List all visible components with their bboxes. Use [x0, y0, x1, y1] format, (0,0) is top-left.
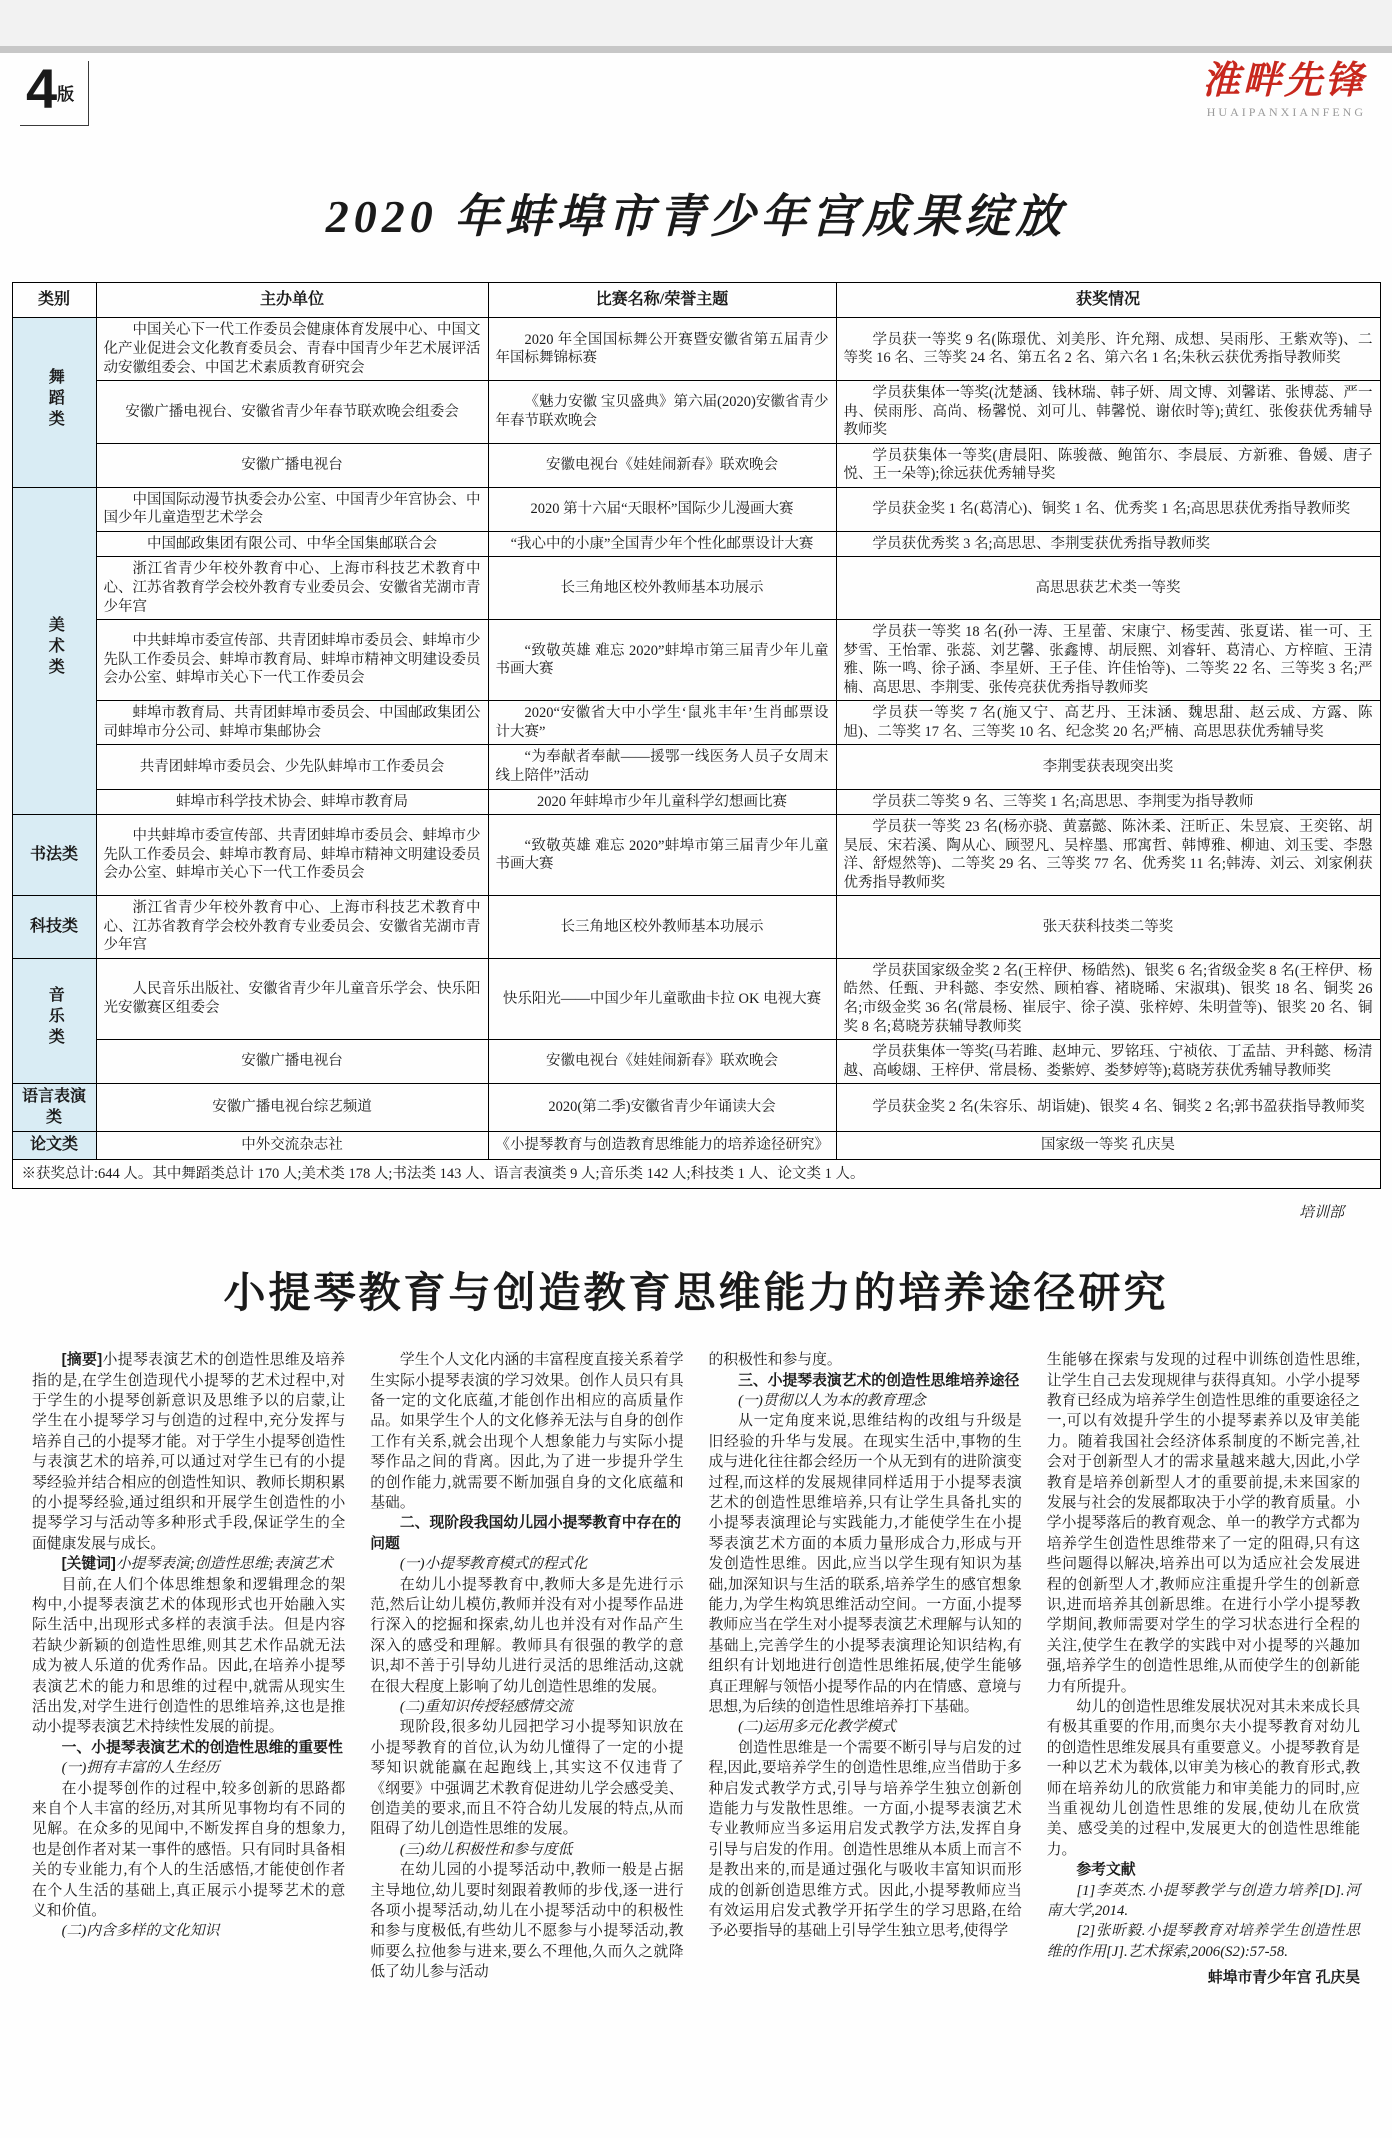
- competition-cell: 2020 年全国国标舞公开赛暨安徽省第五届青少年国标舞锦标赛: [488, 318, 836, 381]
- category-cell: [12, 958, 96, 1083]
- table-row: [12, 443, 1380, 487]
- essay-block-para: [32, 1575, 345, 1738]
- competition-cell: 2020“安徽省大中小学生‘鼠兆丰年’生肖邮票设计大赛”: [488, 701, 836, 745]
- essay-block-keywords: [32, 1554, 345, 1574]
- category-label: 音乐类: [46, 986, 64, 1050]
- table-row: [12, 318, 1380, 381]
- essay-block-para: [370, 1350, 683, 1513]
- essay-block-para: [709, 1411, 1022, 1717]
- essay-block-sub: [709, 1391, 1022, 1411]
- category-cell: [12, 1084, 96, 1132]
- paragraph-text: 参考文献: [1076, 1862, 1136, 1879]
- competition-cell: 安徽电视台《娃娃闹新春》联欢晚会: [488, 1040, 836, 1084]
- awards-cell: 学员获优秀奖 3 名;高思思、李荆雯获优秀指导教师奖: [836, 531, 1380, 557]
- essay-block-para: [32, 1779, 345, 1922]
- col-header-awards: 获奖情况: [836, 283, 1380, 318]
- category-label: 美术类: [46, 616, 64, 680]
- essay-block-sub: [370, 1697, 683, 1717]
- paragraph-text: 学生个人文化内涵的丰富程度直接关系着学生实际小提琴表演的学习效果。创作人员只有具备一定的文化底蕴,才能创作出相应的高质量作品。如果学生个人的文化修养无法与自身的创作工作有关系,就会出现个人想象能力与实际小提琴作品之间的背离。因此,为了进一步提升学生的创作能力,就需要不断加强自身的文化底蕴和基础。: [370, 1352, 684, 1511]
- newspaper-page: [0, 46, 1392, 2138]
- essay-title: 小提琴教育与创造教育思维能力的培养途径研究: [223, 1271, 1169, 1318]
- essay-column: [1047, 1350, 1360, 1989]
- byline-department: 培训部: [1298, 1205, 1344, 1222]
- essay-block-abstract: [32, 1350, 345, 1554]
- paragraph-text: (二)重知识传授轻感情交流: [399, 1699, 573, 1716]
- category-cell: [12, 487, 96, 814]
- paragraph-text: 蚌埠市青少年宫 孔庆昊: [1207, 1970, 1360, 1987]
- table-row: [12, 381, 1380, 444]
- paragraph-text: (三)幼儿积极性和参与度低: [399, 1841, 573, 1858]
- paragraph-lead: [关键词]: [61, 1556, 116, 1573]
- essay-block-signature: [1047, 1968, 1360, 1988]
- table-row: [12, 1132, 1380, 1159]
- paragraph-text: 现阶段,很多幼儿园把学习小提琴知识放在小提琴教育的首位,认为幼儿懂得了一定的小提琴知识就能赢在起跑线上,其实这不仅违背了《纲要》中强调艺术教育促进幼儿学会感受美、创造美的要求,而且不符合幼儿发展的特点,从而阻碍了幼儿创造性思维的发展。: [370, 1719, 684, 1838]
- paragraph-text: 的积极性和参与度。: [708, 1352, 842, 1369]
- organizer-cell: 安徽广播电视台综艺频道: [96, 1084, 488, 1132]
- page-title: 2020 年蚌埠市青少年宫成果绽放: [325, 191, 1067, 242]
- awards-cell: 学员获一等奖 7 名(施又宁、高艺丹、王沫涵、魏思甜、赵云成、方露、陈旭)、二等奖 17 名、三等奖 10 名、纪念奖 20 名;严楠、高思思获优秀辅导奖: [836, 701, 1380, 745]
- page-number: 4: [26, 57, 58, 120]
- table-row: [12, 1040, 1380, 1084]
- essay-block-para-cont: [1047, 1350, 1360, 1697]
- table-row: [12, 487, 1380, 531]
- category-cell: [12, 318, 96, 487]
- awards-cell: 学员获国家级金奖 2 名(王梓伊、杨皓然)、银奖 6 名;省级金奖 8 名(王梓伊、杨皓然、任甄、尹科懿、李安然、顾柏睿、褚晓晞、宋淑琪)、银奖 18 名、铜奖 26 名;市级金奖 36 名(常晨杨、崔辰宇、徐子漠、张梓婷、朱明萱等)、银奖 20 名、铜奖 8 名;葛晓芳获辅导教师奖: [836, 958, 1380, 1039]
- essay-block-h: [32, 1738, 345, 1758]
- awards-cell: 李荆雯获表现突出奖: [836, 745, 1380, 789]
- organizer-cell: 浙江省青少年校外教育中心、上海市科技艺术教育中心、江苏省教育学会校外教育专业委员会、安徽省芜湖市青少年宫: [96, 896, 488, 959]
- table-row: [12, 815, 1380, 896]
- table-header-row: [12, 283, 1380, 318]
- brand: 淮畔先锋: [1201, 60, 1366, 102]
- paragraph-text: 创造性思维是一个需要不断引导与启发的过程,因此,要培养学生的创造性思维,应当借助于多种启发式教学方式,引导与培养学生独立创新创造能力与发散性思维。一方面,小提琴表演艺术专业教师应当多运用启发式教学方法,发挥自身引导与启发的作用。创造性思维从本质上而言不是教出来的,而是通过强化与吸收丰富知识而形成的创新创造思维方式。因此,小提琴教师应当有效运用启发式教学开拓学生的学习思路,在给予必要指导的基础上引导学生独立思考,使得学: [708, 1739, 1022, 1940]
- competition-cell: “致敬英雄 难忘 2020”蚌埠市第三届青少年儿童书画大赛: [488, 815, 836, 896]
- competition-cell: “为奉献者奉献——援鄂一线医务人员子女周末线上陪伴”活动: [488, 745, 836, 789]
- table-row: [12, 557, 1380, 620]
- awards-cell: 学员获二等奖 9 名、三等奖 1 名;高思思、李荆雯为指导教师: [836, 789, 1380, 815]
- awards-cell: 学员获集体一等奖(马若雎、赵坤元、罗铭珏、宁祯依、丁孟喆、尹科懿、杨清越、高峻翃、王梓伊、常晨杨、娄紫婷、娄梦婷等);葛晓芳获优秀辅导教师奖: [836, 1040, 1380, 1084]
- paragraph-text: [2]张昕毅.小提琴教育对培养学生创造性思维的作用[J].艺术探索,2006(S2):57-58.: [1046, 1923, 1360, 1960]
- table-row: [12, 789, 1380, 815]
- table-row: [12, 745, 1380, 789]
- competition-cell: “我心中的小康”全国青少年个性化邮票设计大赛: [488, 531, 836, 557]
- paragraph-text: 在幼儿园的小提琴活动中,教师一般是占据主导地位,幼儿要时刻跟着教师的步伐,逐一进行各项小提琴活动,幼儿在小提琴活动中的积极性和参与度极低,有些幼儿不愿参与小提琴活动,教师要么拉他参与进来,要么不理他,久而久之就降低了幼儿参与活动: [370, 1862, 684, 1981]
- table-row: [12, 896, 1380, 959]
- col-header-category: 类别: [12, 283, 96, 318]
- essay-block-h: [370, 1513, 683, 1554]
- col-header-organizer: 主办单位: [96, 283, 488, 318]
- paragraph-text: 小提琴表演;创造性思维;表演艺术: [115, 1556, 333, 1573]
- competition-cell: “致敬英雄 难忘 2020”蚌埠市第三届青少年儿童书画大赛: [488, 620, 836, 701]
- essay-columns: [0, 1350, 1392, 2019]
- essay-block-para: [370, 1860, 683, 1982]
- organizer-cell: 人民音乐出版社、安徽省青少年儿童音乐学会、快乐阳光安徽赛区组委会: [96, 958, 488, 1039]
- paragraph-text: (一)贯彻以人为本的教育理念: [738, 1392, 926, 1409]
- organizer-cell: 中外交流杂志社: [96, 1132, 488, 1159]
- paragraph-text: (一)小提琴教育模式的程式化: [399, 1556, 588, 1573]
- essay-block-para-cont: [709, 1350, 1022, 1370]
- essay-block-h: [709, 1371, 1022, 1391]
- paragraph-text: 二、现阶段我国幼儿园小提琴教育中存在的问题: [370, 1515, 681, 1552]
- awards-cell: 学员获金奖 2 名(朱容乐、胡诣婕)、银奖 4 名、铜奖 2 名;郭书盈获指导教师奖: [836, 1084, 1380, 1132]
- paragraph-text: 一、小提琴表演艺术的创造性思维的重要性: [61, 1739, 343, 1756]
- essay-block-para: [370, 1717, 683, 1839]
- top-rule: [0, 46, 1392, 53]
- essay-block-sub: [370, 1554, 683, 1574]
- competition-cell: 2020(第二季)安徽省青少年诵读大会: [488, 1084, 836, 1132]
- awards-cell: 学员获集体一等奖(沈楚涵、钱林瑞、韩子妍、周文博、刘馨诺、张博蕊、严一冉、侯雨彤、高尚、杨馨悦、刘可儿、韩馨悦、谢依时等);黄红、张俊获优秀辅导教师奖: [836, 381, 1380, 444]
- paragraph-text: 三、小提琴表演艺术的创造性思维培养途径: [738, 1372, 1020, 1389]
- awards-cell: 张天获科技类二等奖: [836, 896, 1380, 959]
- organizer-cell: 安徽广播电视台: [96, 1040, 488, 1084]
- category-cell: [12, 896, 96, 959]
- paragraph-text: 生能够在探索与发现的过程中训练创造性思维,让学生自己去发现规律与获得真知。小学小提琴教育已经成为培养学生创造性思维的重要途径之一,可以有效提升学生的小提琴素养以及审美能力。随着我国社会经济体系制度的不断完善,社会对于创新型人才的需求量越来越大,因此,小学教育是培养创新型人才的重要前提,未来国家的发展与社会的发展都取决于小学的教育质量。小学小提琴落后的教育观念、单一的教学方式都为培养学生创造性思维带来了一定的阻碍,只有这些问题得以解决,培养出可以为适应社会发展进程的创新型人才,教师应注重提升学生的创新意识,进而培养其创新思维。在进行小学小提琴教学期间,教师需要对学生的学习状态进行全程的关注,使学生在教学的实践中对小提琴的兴趣加强,培养学生的创造性思维,从而使学生的创新能力有所提升。: [1046, 1352, 1360, 1695]
- competition-cell: 《小提琴教育与创造教育思维能力的培养途径研究》: [488, 1132, 836, 1159]
- competition-cell: 安徽电视台《娃娃闹新春》联欢晚会: [488, 443, 836, 487]
- organizer-cell: 浙江省青少年校外教育中心、上海市科技艺术教育中心、江苏省教育学会校外教育专业委员会、安徽省芜湖市青少年宫: [96, 557, 488, 620]
- page-number-box: [20, 57, 89, 126]
- essay-block-sub: [32, 1921, 345, 1941]
- organizer-cell: 安徽广播电视台、安徽省青少年春节联欢晚会组委会: [96, 381, 488, 444]
- category-cell: [12, 1132, 96, 1159]
- table-row: [12, 531, 1380, 557]
- awards-cell: 学员获集体一等奖(唐晨阳、陈骏薇、鲍笛尔、李晨辰、方新雅、鲁媛、唐子悦、王一朵等);徐远获优秀辅导奖: [836, 443, 1380, 487]
- organizer-cell: 中国关心下一代工作委员会健康体育发展中心、中国文化产业促进会文化教育委员会、青春中国青少年艺术展评活动安徽组委会、中国艺术素质教育研究会: [96, 318, 488, 381]
- awards-cell: 高思思获艺术类一等奖: [836, 557, 1380, 620]
- category-label: 科技类: [29, 917, 78, 935]
- essay-block-para: [1047, 1697, 1360, 1860]
- organizer-cell: 蚌埠市科学技术协会、蚌埠市教育局: [96, 789, 488, 815]
- awards-cell: 学员获一等奖 18 名(孙一涛、王星蕾、宋康宁、杨雯茜、张夏诺、崔一可、王梦雪、王怡霏、张蕊、刘艺馨、张鑫博、胡辰熙、刘睿轩、葛清心、方梓暄、王清雅、陈一鸣、徐子涵、李星妍、王子佳、许佳怡等)、二等奖 22 名、三等奖 3 名;严楠、高思思、李荆雯、张传亮获优秀指导教师奖: [836, 620, 1380, 701]
- category-label: 舞蹈类: [46, 367, 64, 431]
- table-row: [12, 701, 1380, 745]
- masthead: [0, 53, 1392, 126]
- table-row: [12, 1084, 1380, 1132]
- organizer-cell: 中国国际动漫节执委会办公室、中国青少年宫协会、中国少年儿童造型艺术学会: [96, 487, 488, 531]
- results-table: [12, 282, 1381, 1189]
- paragraph-text: 小提琴表演艺术的创造性思维及培养指的是,在学生创造现代小提琴的艺术过程中,对于学生的小提琴创新意识及思维予以的启蒙,让学生在小提琴学习与创造的过程中,充分发挥与培养自己的小提琴才能。对于学生小提琴创造性与表演艺术的培养,可以通过对学生已有的小提琴经验并结合相应的创造性知识、教师长期积累的小提琴经验,通过组织和开展学生创造性的小提琴学习与活动等多种形式手段,保证学生的全面健康发展与成长。: [32, 1352, 346, 1552]
- awards-cell: 国家级一等奖 孔庆昊: [836, 1132, 1380, 1159]
- organizer-cell: 蚌埠市教育局、共青团蚌埠市委员会、中国邮政集团公司蚌埠市分公司、蚌埠市集邮协会: [96, 701, 488, 745]
- organizer-cell: 安徽广播电视台: [96, 443, 488, 487]
- essay-block-ref: [1047, 1921, 1360, 1962]
- paragraph-text: (二)运用多元化教学模式: [738, 1719, 896, 1736]
- paragraph-text: 在小提琴创作的过程中,较多创新的思路都来自个人丰富的经历,对其所见事物均有不同的见解。在众多的见闻中,不断发挥自身的想象力,也是创作者对某一事件的感悟。只有同时具备相关的专业能力,有个人的生活感悟,才能使创作者在个人生活的基础上,真正展示小提琴艺术的意义和价值。: [32, 1780, 346, 1920]
- brand-block: [1202, 61, 1366, 119]
- table-row: [12, 620, 1380, 701]
- competition-cell: 《魅力安徽 宝贝盛典》第六届(2020)安徽省青少年春节联欢晚会: [488, 381, 836, 444]
- essay-block-refhead: [1047, 1860, 1360, 1880]
- brand-romanization: HUAIPANXIANFENG: [1206, 104, 1366, 119]
- paragraph-text: (二)内含多样的文化知识: [61, 1923, 220, 1940]
- table-footnote-row: [12, 1159, 1380, 1189]
- awards-cell: 学员获一等奖 23 名(杨亦骁、黄嘉懿、陈沐柔、汪昕正、朱昱宸、王奕铭、胡昊辰、宋若溪、陶从心、顾翌凡、吴梓墨、邢寓哲、韩博雅、柳迪、刘玉雯、李慇洋、舒煜然等)、二等奖 29 名、三等奖 77 名、优秀奖 11 名;韩涛、刘云、刘家俐获优秀指导教师奖: [836, 815, 1380, 896]
- essay-column: [32, 1350, 345, 1989]
- awards-cell: 学员获一等奖 9 名(陈璟优、刘美彤、许允翔、成想、吴雨彤、王紫欢等)、二等奖 16 名、三等奖 24 名、第五名 2 名、第六名 1 名;朱秋云获优秀指导教师奖: [836, 318, 1380, 381]
- essay-block-para: [709, 1738, 1022, 1942]
- paragraph-text: (一)拥有丰富的人生经历: [61, 1760, 220, 1777]
- table-row: [12, 958, 1380, 1039]
- essay-block-sub: [32, 1758, 345, 1778]
- category-label: 语言表演类: [21, 1088, 86, 1126]
- essay-block-ref: [1047, 1881, 1360, 1922]
- paragraph-text: 从一定角度来说,思维结构的改组与升级是旧经验的升华与发展。在现实生活中,事物的生成与进化往往都会经历一个从无到有的进阶演变过程,而这样的发展规律同样适用于小提琴表演艺术的创造性思维培养,只有让学生具备扎实的小提琴表演理论与实践能力,才能使学生在小提琴表演艺术方面的本质力量形成合力,形成与开发创造性思维。因此,应当以学生现有知识为基础,加深知识与生活的联系,培养学生的感官想象能力,为学生构筑思维活动空间。一方面,小提琴教师应当在学生对小提琴表演艺术理解与认知的基础上,完善学生的小提琴表演理论知识结构,有组织有计划地进行创造性思维拓展,使学生能够真正理解与领悟小提琴作品的内在情感、意境与思想,为后续的创造性思维培养打下基础。: [708, 1413, 1022, 1716]
- page-number-label: 版: [57, 85, 75, 104]
- paragraph-lead: [摘要]: [61, 1352, 103, 1369]
- essay-block-sub: [370, 1840, 683, 1860]
- competition-cell: 2020 年蚌埠市少年儿童科学幻想画比赛: [488, 789, 836, 815]
- paragraph-text: [1]李英杰.小提琴教学与创造力培养[D].河南大学,2014.: [1046, 1882, 1360, 1920]
- organizer-cell: 共青团蚌埠市委员会、少先队蚌埠市工作委员会: [96, 745, 488, 789]
- essay-column: [709, 1350, 1022, 1989]
- essay-column: [370, 1350, 683, 1989]
- paragraph-text: 幼儿的创造性思维发展状况对其未来成长具有极其重要的作用,而奥尔夫小提琴教育对幼儿的创造性思维发展具有重要意义。小提琴教育是一种以艺术为载体,以审美为核心的教育形式,教师在培养幼儿的欣赏能力和审美能力的同时,应当重视幼儿创造性思维的发展,使幼儿在欣赏美、感受美的过程中,发展更大的创造性思维能力。: [1046, 1699, 1360, 1858]
- category-cell: [12, 815, 96, 896]
- competition-cell: 长三角地区校外教师基本功展示: [488, 557, 836, 620]
- essay-block-sub: [709, 1717, 1022, 1737]
- organizer-cell: 中共蚌埠市委宣传部、共青团蚌埠市委员会、蚌埠市少先队工作委员会、蚌埠市教育局、蚌埠市精神文明建设委员会办公室、蚌埠市关心下一代工作委员会: [96, 620, 488, 701]
- organizer-cell: 中国邮政集团有限公司、中华全国集邮联合会: [96, 531, 488, 557]
- essay-block-para: [370, 1575, 683, 1697]
- competition-cell: 长三角地区校外教师基本功展示: [488, 896, 836, 959]
- awards-cell: 学员获金奖 1 名(葛清心)、铜奖 1 名、优秀奖 1 名;高思思获优秀指导教师奖: [836, 487, 1380, 531]
- table-footnote: ※获奖总计:644 人。其中舞蹈类总计 170 人;美术类 178 人;书法类 143 人、语言表演类 9 人;音乐类 142 人;科技类 1 人、论文类 1 人。: [12, 1159, 1380, 1189]
- col-header-competition: 比赛名称/荣誉主题: [488, 283, 836, 318]
- organizer-cell: 中共蚌埠市委宣传部、共青团蚌埠市委员会、蚌埠市少先队工作委员会、蚌埠市教育局、蚌埠市精神文明建设委员会办公室、蚌埠市关心下一代工作委员会: [96, 815, 488, 896]
- category-label: 论文类: [29, 1136, 78, 1154]
- results-table-body: [12, 318, 1380, 1189]
- competition-cell: 2020 第十六届“天眼杯”国际少儿漫画大赛: [488, 487, 836, 531]
- paragraph-text: 在幼儿小提琴教育中,教师大多是先进行示范,然后让幼儿模仿,教师并没有对小提琴作品进行深入的挖掘和探索,幼儿也并没有对作品产生深入的感受和理解。教师具有很强的教学的意识,却不善于引导幼儿进行灵活的思维活动,这就在很大程度上影响了幼儿创造性思维的发展。: [370, 1576, 684, 1695]
- competition-cell: 快乐阳光——中国少年儿童歌曲卡拉 OK 电视大赛: [488, 958, 836, 1039]
- category-label: 书法类: [29, 845, 78, 863]
- paragraph-text: 目前,在人们个体思维想象和逻辑理念的架构中,小提琴表演艺术的体现形式也开始融入实际生活中,出现形式多样的表演手法。但是内容若缺少新颖的创造性思维,则其艺术作品就无法成为被人乐道的优秀作品。因此,在培养小提琴表演艺术的能力和思维的过程中,就需从现实生活出发,对学生进行创造性的思维培养,这也是推动小提琴表演艺术持续性发展的前提。: [32, 1576, 346, 1736]
